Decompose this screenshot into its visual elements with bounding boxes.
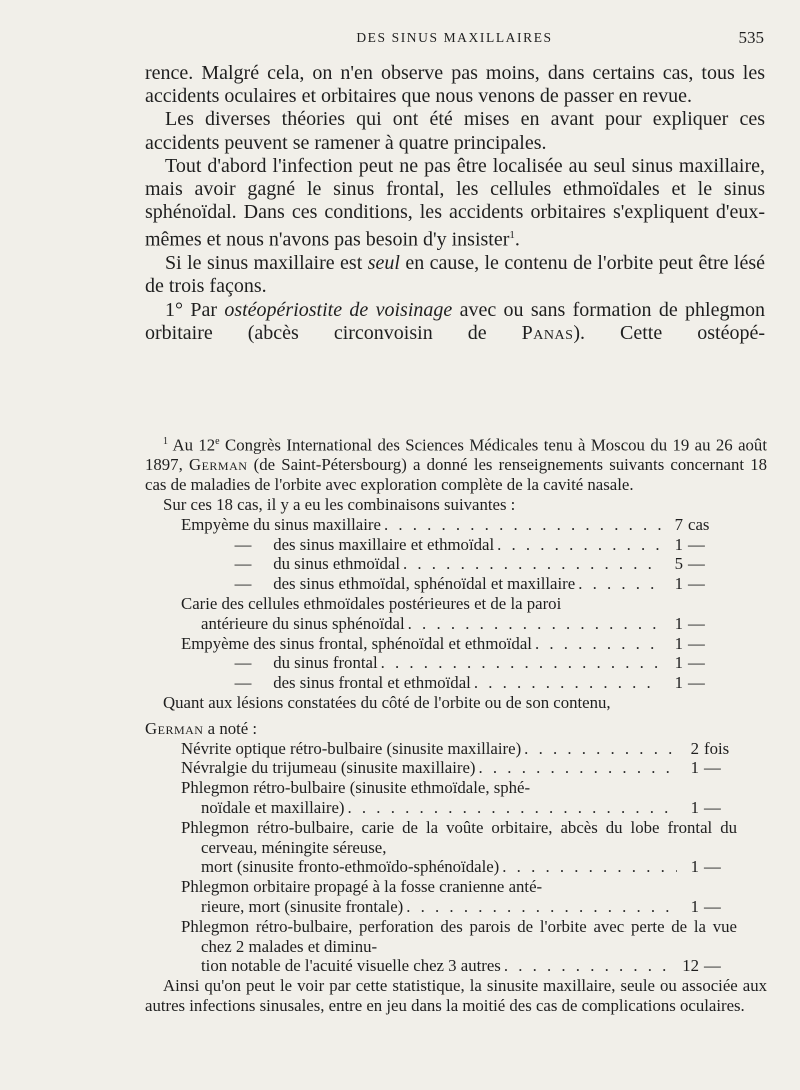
paragraph-5: 1° Par ostéopériostite de voisinage avec ou sans formation de phlegmon orbitaire (abcès circonvoisin de Panas). Cette ostéopé- [145,298,766,344]
footnote-reference: 1 [509,229,515,242]
author-panas: Panas [521,321,574,344]
page-header [145,30,764,52]
running-head: DES SINUS MAXILLAIRES [356,30,553,45]
lesions-list [181,739,737,977]
paragraph-4: Si le sinus maxillaire est seul en cause, le contenu de l'orbite peut être lésé de trois façons. [145,252,766,298]
list-item: Névrite optique rétro-bulbaire (sinusite maxillaire) . . . 2 fois [181,739,737,759]
list-item: — des sinus frontal et ethmoïdal . . . 1 — [181,673,739,693]
page-number: 535 [738,28,764,47]
footnote [145,432,767,1016]
combinations-intro: Sur ces 18 cas, il y a eu les combinaisons suivantes : [163,494,516,514]
conclusion: Ainsi qu'on peut le voir par cette statistique, la sinusite maxillaire, seule ou associée aux autres infections sinusales, entre en jeu dans la moitié des cas de complications oculaires. [145,976,767,1015]
emphasis-osteoperiostite: ostéopériostite de voisinage [224,298,453,321]
main-text [145,62,765,345]
list-item: Phlegmon orbitaire propagé à la fosse cranienne anté- rieure, mort (sinusite frontale) . . . 1 — [181,877,737,917]
paragraph-3: Tout d'abord l'infection peut ne pas être localisée au seul sinus maxillaire, mais avoir gagné le sinus frontal, les cellules ethmoïdales et le sinus sphénoïdal. Dans ces conditions, les accidents orbitaires s'expliquent d'eux-mêmes et nous n'avons pas besoin d'y insister$^1$. [145,154,765,252]
lesions-intro: Quant aux lésions constatées du côté de l'orbite ou de son contenu, [163,692,611,712]
footnote-intro: $^1$ Au 12e Congrès International des Sciences Médicales tenu à Moscou du 19 au 26 août 1897, German (de Saint-Pétersbourg) a donné les renseignements suivants concernant 18 cas de maladies de l'orbite avec exploration complète de la cavité nasale. [145,435,768,495]
list-item: Carie des cellules ethmoïdales postérieures et de la paroi antérieure du sinus sphénoïdal . . . 1 — [181,594,739,634]
emphasis-seul: seul [367,252,400,275]
paragraph-2: Les diverses théories qui ont été mises en avant pour expliquer ces accidents peuvent se ramener à quatre principales. [145,108,765,154]
author-german: German [188,455,248,475]
list-item: — des sinus ethmoïdal, sphénoïdal et maxillaire . . . 1 — [181,574,739,594]
paragraph-1: rence. Malgré cela, on n'en observe pas moins, dans certains cas, tous les accidents oculaires et orbitaires que nous venons de passer en revue. [145,62,765,108]
list-item: — du sinus frontal . . . 1 — [181,653,739,673]
author-german: German [145,718,204,738]
list-item: Phlegmon rétro-bulbaire, perforation des parois de l'orbite avec perte de la vue chez 2 malades et diminu- tion notable de l'acuité visuelle chez 3 autres . . . 12 — [181,917,737,976]
lesions-intro-author: German a noté : [145,718,258,738]
list-item: Névralgie du trijumeau (sinusite maxillaire) . . . 1 — [181,758,737,778]
list-item: Empyème du sinus maxillaire . . . 7 cas [181,515,739,535]
combinations-list [181,515,739,693]
list-item: Phlegmon rétro-bulbaire (sinusite ethmoïdale, sphé- noïdale et maxillaire) . . . 1 — [181,778,737,818]
list-item: — du sinus ethmoïdal . . . 5 — [181,554,739,574]
list-item: — des sinus maxillaire et ethmoïdal . . . 1 — [181,535,739,555]
list-item: Phlegmon rétro-bulbaire, carie de la voûte orbitaire, abcès du lobe frontal du cerveau, méningite séreuse, mort (sinusite fronto-ethmoïdo-sphénoïdale) . . . 1 — [181,818,737,877]
footnote-marker: 1 [163,436,168,447]
list-item: Empyème des sinus frontal, sphénoïdal et ethmoïdal . . . 1 — [181,634,739,654]
